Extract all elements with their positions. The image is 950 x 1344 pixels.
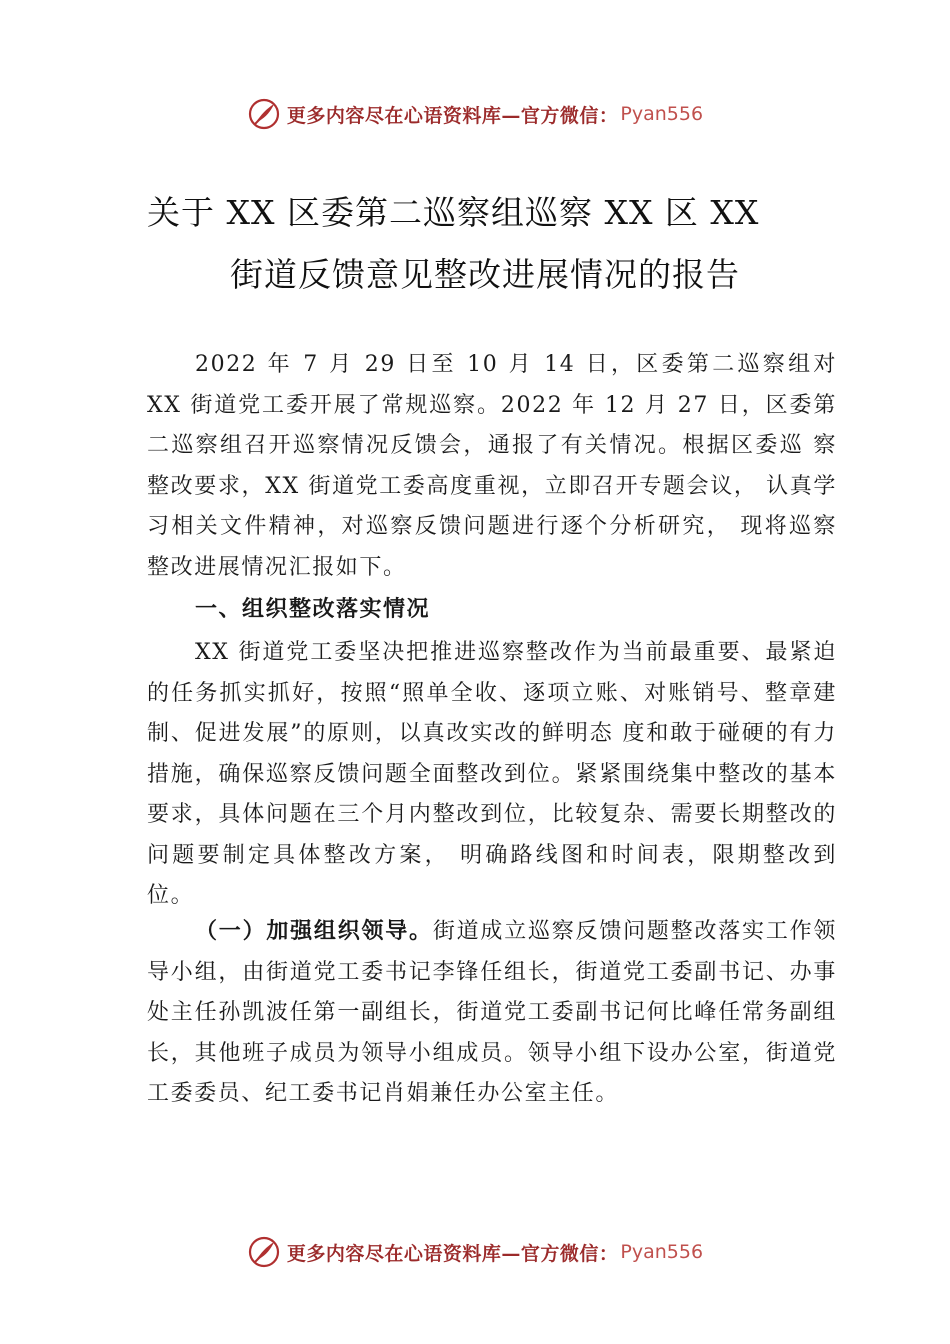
intro-paragraph-block <box>147 345 837 588</box>
subsection-1-heading: （一）加强组织领导。 <box>195 918 433 944</box>
title-line-2: 街道反馈意见整改进展情况的报告 <box>230 255 740 294</box>
banner-contact-id: Pyan556 <box>620 103 704 125</box>
banner-text: 更多内容尽在心语资料库—官方微信： <box>286 1242 619 1265</box>
title-line-1: 关于 XX 区委第二巡察组巡察 XX 区 XX <box>147 193 760 232</box>
footer-watermark-banner <box>0 1232 950 1272</box>
feather-quill-icon <box>247 97 281 131</box>
section-1-paragraph-block <box>147 633 837 917</box>
subsection-1-body: 街道成立巡察反馈问题整改落实工作领导小组，由街道党工委书记李锋任组长，街道党工委副书记、办事处主任孙凯波任第一副组长，街道党工委副书记何比峰任常务副组长，其他班子成员为领导小组成员。领导小组下设办公室，街道党工委委员、纪工委书记肖娟兼任办公室主任。 <box>147 919 837 1106</box>
section-1-paragraph: XX 街道党工委坚决把推进巡察整改作为当前最重要、最紧迫的任务抓实抓好，按照“照单全收、逐项立账、对账销号、整章建制、促进发展”的原则，以真改实改的鲜明态 度和敢于碰硬的有力措施，确保巡察反馈问题全面整改到位。紧紧围绕集中整改的基本要求，具体问题在三个月内整改到位，比较复杂、需要长期整改的问题要制定具体整改方案， 明确路线图和时间表，限期整改到位。 <box>147 640 837 908</box>
feather-quill-icon <box>247 1235 281 1269</box>
header-watermark-banner <box>0 94 950 134</box>
banner-text: 更多内容尽在心语资料库—官方微信： <box>286 104 619 127</box>
banner-contact-id: Pyan556 <box>620 1241 704 1263</box>
subsection-1-block <box>147 911 837 1115</box>
section-1-heading: 一、组织整改落实情况 <box>195 597 431 622</box>
document-title <box>0 182 950 306</box>
subsection-1-paragraph <box>147 911 837 1115</box>
intro-paragraph: 2022 年 7 月 29 日至 10 月 14 日，区委第二巡察组对 XX 街道党工委开展了常规巡察。2022 年 12 月 27 日，区委第二巡察组召开巡察情况反馈会，通报了有关情况。根据区委巡 察整改要求，XX 街道党工委高度重视，立即召开专题会议， 认真学习相关文件精神，对巡察反馈问题进行逐个分析研究， 现将巡察整改进展情况汇报如下。 <box>147 352 837 580</box>
